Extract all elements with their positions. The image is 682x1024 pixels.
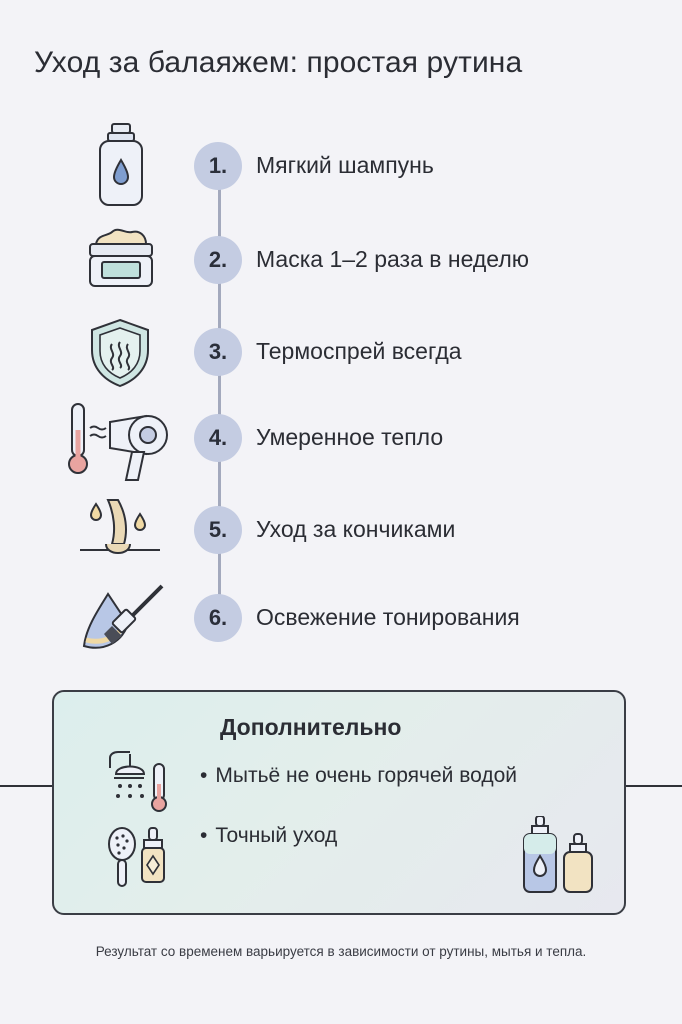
divider-left (0, 785, 52, 787)
step-label: Термоспрей всегда (256, 338, 462, 364)
shower-thermometer-icon (104, 746, 174, 816)
step-number: 2. (194, 236, 242, 284)
extra-bullet-2 (200, 824, 337, 848)
extra-bullet-text: Точный уход (215, 824, 338, 847)
step-4 (0, 408, 682, 468)
extra-bullet-1 (200, 764, 517, 788)
step-number: 4. (194, 414, 242, 462)
bullet-dot: • (200, 824, 208, 847)
mask-jar-icon (74, 230, 166, 290)
brush-serum-icon (104, 826, 174, 892)
step-3 (0, 322, 682, 382)
step-6 (0, 588, 682, 648)
step-label: Освежение тонирования (256, 604, 520, 630)
extra-box (52, 690, 626, 915)
step-label: Маска 1–2 раза в неделю (256, 246, 529, 272)
extra-bullet-text: Мытьё не очень горячей водой (215, 764, 518, 787)
bullet-dot: • (200, 764, 208, 787)
step-number: 3. (194, 328, 242, 376)
step-label: Мягкий шампунь (256, 152, 434, 178)
page-title: Уход за балаяжем: простая рутина (34, 46, 523, 79)
step-label: Уход за кончиками (256, 516, 456, 542)
heat-shield-icon (74, 322, 166, 382)
serum-bottles-icon (520, 816, 606, 898)
tint-brush-icon (74, 588, 166, 648)
hair-strand-drops-icon (74, 500, 166, 560)
hairdryer-thermometer-icon (74, 408, 166, 468)
step-number: 6. (194, 594, 242, 642)
step-number: 1. (194, 142, 242, 190)
extra-title: Дополнительно (220, 714, 402, 740)
shampoo-bottle-icon (74, 136, 166, 196)
footnote: Результат со временем варьируется в зависимости от рутины, мытья и тепла. (95, 944, 587, 959)
step-1 (0, 136, 682, 196)
divider-right (626, 785, 682, 787)
step-2 (0, 230, 682, 290)
step-number: 5. (194, 506, 242, 554)
step-5 (0, 500, 682, 560)
step-label: Умеренное тепло (256, 424, 444, 450)
